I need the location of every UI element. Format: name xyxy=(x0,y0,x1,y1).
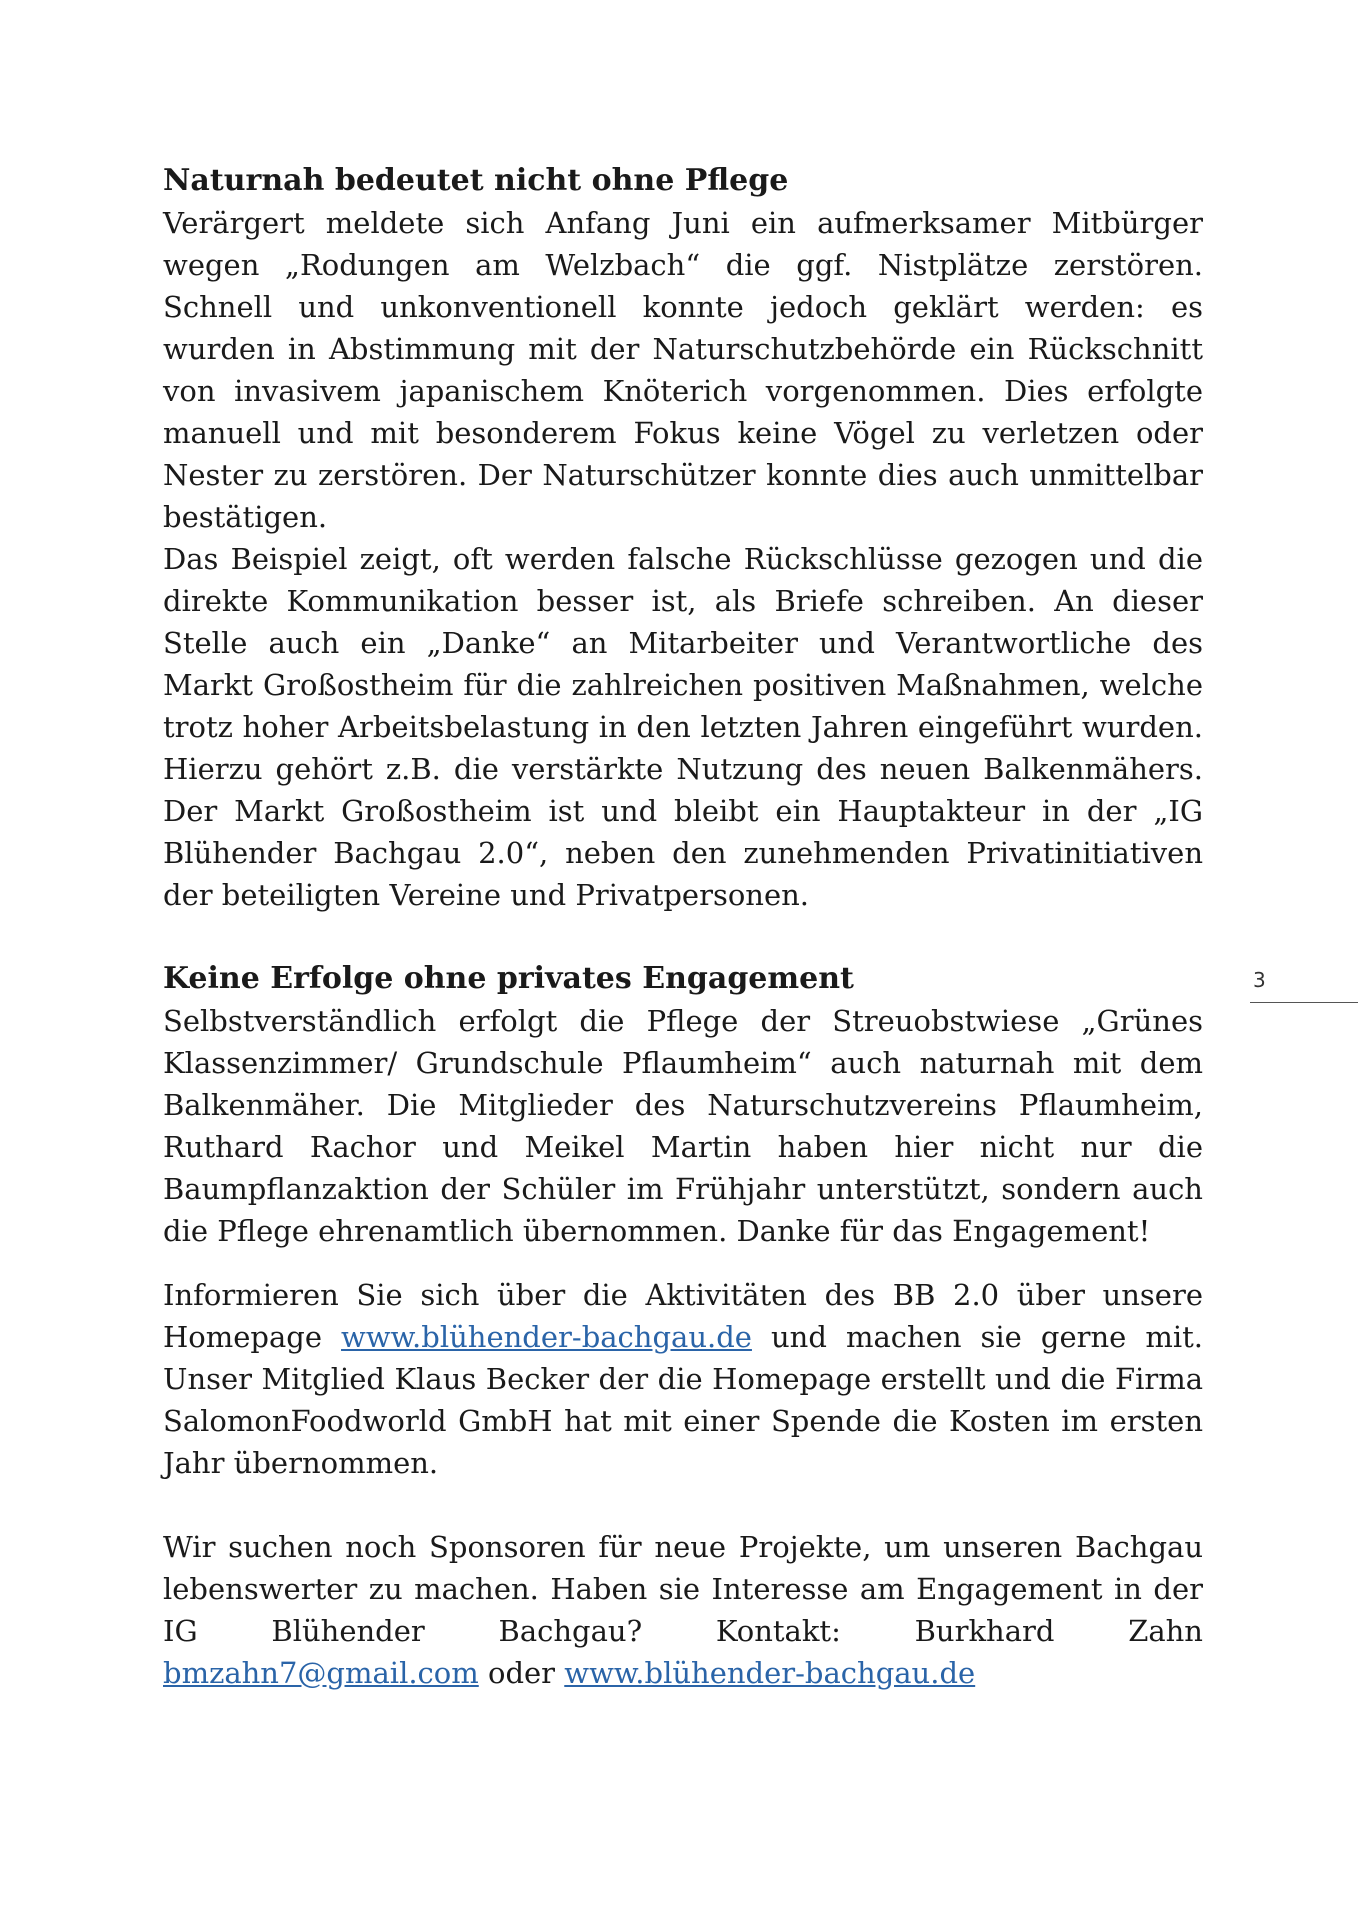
paragraph-spacer xyxy=(163,1252,1203,1274)
sponsor-or-text: oder xyxy=(478,1656,565,1690)
paragraph-sponsoren xyxy=(163,1526,1203,1694)
homepage-link-footer[interactable]: www.blühender-bachgau.de xyxy=(564,1656,976,1690)
homepage-info-text-after: und machen sie gerne mit. Unser Mitglied Klaus Becker der die Homepage erstellt und die Firma SalomonFoodworld GmbH hat mit einer Spende die Kosten im ersten Jahr übernommen. xyxy=(163,1320,1203,1480)
paragraph-homepage-info xyxy=(163,1274,1203,1484)
homepage-info-text-before: Informieren Sie sich über die Aktivitäten des BB 2.0 über unsere Homepage xyxy=(163,1278,1203,1354)
page-content xyxy=(163,160,1203,1694)
paragraph-spacer xyxy=(163,1484,1203,1526)
contact-email-link[interactable]: bmzahn7@gmail.com xyxy=(163,1656,479,1690)
sponsor-text: Wir suchen noch Sponsoren für neue Projekte, um unseren Bachgau lebenswerter zu machen. Haben sie Interesse am Engagement in der IG Blühender Bachgau? Kontakt: Burkhard Zahn xyxy=(163,1530,1203,1648)
paragraph-rodungen: Verärgert meldete sich Anfang Juni ein aufmerksamer Mitbürger wegen „Rodungen am Welzbach“ die ggf. Nistplätze zerstören. Schnell und unkonventionell konnte jedoch geklärt werden: es wurden in Abstimmung mit der Naturschutzbehörde ein Rückschnitt von invasivem japanischem Knöterich vorgenommen. Dies erfolgte manuell und mit besonderem Fokus keine Vögel zu verletzen oder Nester zu zerstören. Der Naturschützer konnte dies auch unmittelbar bestätigen. xyxy=(163,206,1203,534)
section-heading-engagement: Keine Erfolge ohne privates Engagement xyxy=(163,961,854,996)
paragraph-streuobstwiese: Selbstverständlich erfolgt die Pflege der Streuobstwiese „Grünes Klassenzimmer/ Grundschule Pflaumheim“ auch naturnah mit dem Balkenmäher. Die Mitglieder des Naturschutzvereins Pflaumheim, Ruthard Rachor und Meikel Martin haben hier nicht nur die Baumpflanzaktion der Schüler im Frühjahr unterstützt, sondern auch die Pflege ehrenamtlich übernommen. Danke für das Engagement! xyxy=(163,1004,1203,1248)
paragraph-beispiel: Das Beispiel zeigt, oft werden falsche Rückschlüsse gezogen und die direkte Kommunikation besser ist, als Briefe schreiben. An dieser Stelle auch ein „Danke“ an Mitarbeiter und Verantwortliche des Markt Großostheim für die zahlreichen positiven Maßnahmen, welche trotz hoher Arbeitsbelastung in den letzten Jahren eingeführt wurden. Hierzu gehört z.B. die verstärkte Nutzung des neuen Balkenmähers. Der Markt Großostheim ist und bleibt ein Hauptakteur in der „IG Blühender Bachgau 2.0“, neben den zunehmenden Privatinitiativen der beteiligten Vereine und Privatpersonen. xyxy=(163,542,1203,912)
page-number: 3 xyxy=(1253,968,1266,992)
section-spacer xyxy=(163,916,1203,958)
page-number-divider xyxy=(1250,1002,1358,1003)
section-heading-naturnah: Naturnah bedeutet nicht ohne Pflege xyxy=(163,163,789,198)
homepage-link[interactable]: www.blühender-bachgau.de xyxy=(341,1320,752,1354)
